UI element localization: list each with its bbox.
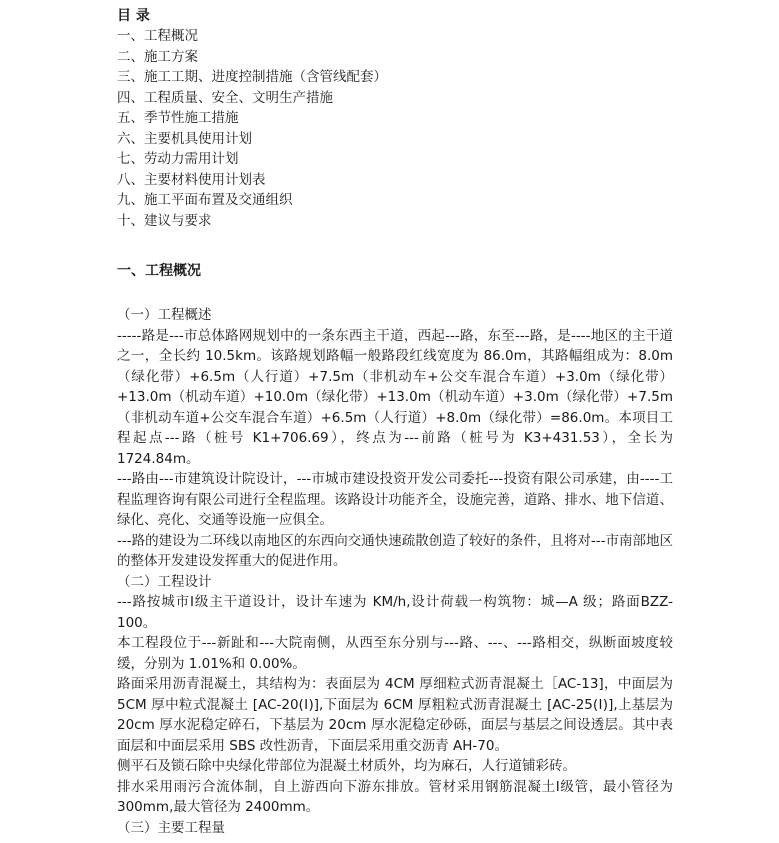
toc-item-3: 三、施工工期、进度控制措施（含管线配套） xyxy=(117,69,387,85)
toc-item-1: 一、工程概况 xyxy=(117,28,198,44)
paragraph: 排水采用雨污合流体制，自上游西向下游东排放。管材采用钢筋混凝土Ⅰ级管，最小管径为 300mm,最大管径为 2400mm。 xyxy=(117,778,673,815)
paragraph: ---路由---市建筑设计院设计，---市城市建设投资开发公司委托---投资有限公司承建，由----工程监理咨询有限公司进行全程监理。该路设计功能齐全，设施完善，道路、排水、地下信道、绿化、亮化、交通等设施一应俱全。 xyxy=(117,471,673,528)
subsection-heading-design: （二）工程设计 xyxy=(117,573,212,590)
section-heading-overview: 一、工程概况 xyxy=(117,263,201,279)
toc-item-4: 四、工程质量、安全、文明生产措施 xyxy=(117,89,333,106)
toc-item-6: 六、主要机具使用计划 xyxy=(117,130,252,147)
paragraph: 侧平石及锁石除中央绿化带部位为混凝土材质外，均为麻石，人行道铺彩砖。 xyxy=(117,758,576,774)
toc-item-9: 九、施工平面布置及交通组织 xyxy=(117,192,293,208)
table-of-contents xyxy=(117,26,769,231)
subsection-heading-quantities: （三）主要工程量 xyxy=(117,819,225,836)
paragraph: 本工程段位于---新趾和---大院南侧，从西至东分别与---路、---、---路相交，纵断面坡度较缓，分别为 1.01%和 0.00%。 xyxy=(117,635,673,672)
paragraph: 路面采用沥青混凝土，其结构为：表面层为 4CM 厚细粒式沥青混凝土［AC-13]，中面层为 5CM 厚中粒式混凝土 [AC-20(Ⅰ)],下面层为 6CM 厚粗粒式沥青混凝土 [AC-25(Ⅰ)],上基层为 20cm 厚水泥稳定碎石，下基层为 20cm 厚水泥稳定砂砾，面层与基层之间设透层。其中表面层和中面层采用 SBS 改性沥青，下面层采用重交沥青 AH-70。 xyxy=(117,676,673,754)
subsection-heading-summary: （一）工程概述 xyxy=(117,307,212,323)
toc-item-8: 八、主要材料使用计划表 xyxy=(117,171,266,188)
toc-item-5: 五、季节性施工措施 xyxy=(117,110,239,126)
toc-title: 目 录 xyxy=(117,8,150,24)
paragraph: ---路按城市Ⅰ级主干道设计，设计车速为 KM/h,设计荷载一构筑物：城—A 级；路面BZZ-100。 xyxy=(117,594,673,631)
toc-item-10: 十、建议与要求 xyxy=(117,212,212,229)
paragraph: ---路的建设为二环线以南地区的东西向交通快速疏散创造了较好的条件，且将对---市南部地区的整体开发建设发挥重大的促进作用。 xyxy=(117,532,673,569)
toc-item-7: 七、劳动力需用计划 xyxy=(117,151,239,167)
toc-item-2: 二、施工方案 xyxy=(117,48,198,65)
paragraph: -----路是---市总体路网规划中的一条东西主干道，西起---路，东至---路，是----地区的主干道之一，全长约 10.5km。该路规划路幅一般路段红线宽度为 86.0m，其路幅组成为：8.0m（绿化带）+6.5m（人行道）+7.5m（非机动车+公交车混合车道）+3.0m（绿化带）+13.0m（机动车道）+10.0m（绿化带）+13.0m（机动车道）+3.0m（绿化带）+7.5m（非机动车道+公交车混合车道）+6.5m（人行道）+8.0m（绿化带）=86.0m。本项目工程起点---路（桩号 K1+706.69），终点为---前路（桩号为 K3+431.53），全长为 1724.84m。 xyxy=(117,327,673,467)
